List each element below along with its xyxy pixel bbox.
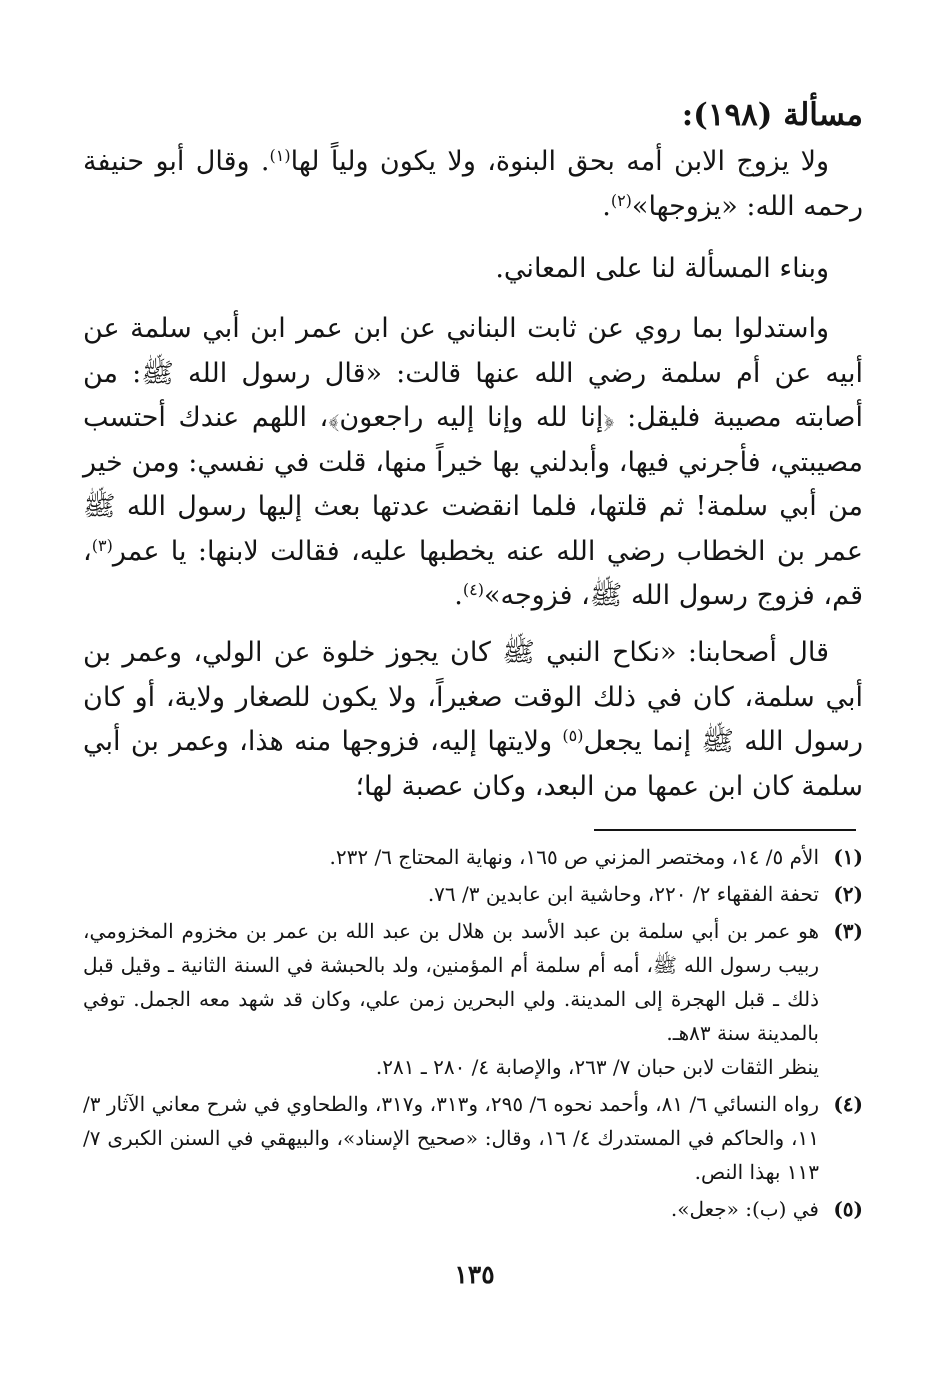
footnote-number: (٥)	[833, 1197, 863, 1221]
paragraph-2	[83, 247, 863, 292]
footnote-ref-1[interactable]: (١)	[269, 146, 291, 165]
paragraph-4-text-b: ولايتها إليه، فزوجها منه هذا، وعمر بن أبي سلمة كان ابن عمها من البعد، وكان عصبة لها؛	[83, 726, 863, 802]
paragraph-4	[83, 631, 863, 809]
issue-heading: مسألة (١٩٨):	[681, 97, 863, 133]
footnote-2	[83, 877, 863, 911]
footnotes	[83, 840, 863, 1229]
footnote-text: في (ب): «جعل».	[670, 1197, 819, 1221]
footnote-number: (٤)	[833, 1092, 863, 1116]
footnote-4	[83, 1087, 863, 1189]
footnote-text: رواه النسائي ٦/ ٨١، وأحمد نحوه ٦/ ٢٩٥، و٣١٣، و٣١٧، والطحاوي في شرح معاني الآثار ٣/ ١١، والحاكم في المستدرك ٤/ ١٦، وقال: «صحيح الإسناد»، والبيهقي في السنن الكبرى ٧/ ١١٣ بهذا النص.	[83, 1092, 819, 1184]
footnote-body	[83, 914, 819, 1084]
page-number: ١٣٥	[454, 1260, 495, 1289]
footnote-ref-2[interactable]: (٢)	[610, 190, 632, 210]
footnote-text: هو عمر بن أبي سلمة بن عبد الأسد بن هلال بن عبد الله بن عمر بن مخزوم المخزومي، ربيب رسول الله ﷺ، أمه أم سلمة أم المؤمنين، ولد بالحبشة في السنة الثانية ـ وقيل قبل ذلك ـ قبل الهجرة إلى المدينة. ولي البحرين زمن علي، وكان قد شهد معه الجمل. توفي بالمدينة سنة ٨٣هـ.	[83, 919, 819, 1045]
paragraph-1-text-c: .	[602, 190, 611, 222]
footnote-number: (٢)	[833, 882, 863, 906]
footnote-text: الأم ٥/ ١٤، ومختصر المزني ص ١٦٥، ونهاية المحتاج ٦/ ٢٣٢.	[329, 845, 819, 869]
paragraph-1-text-a: ولا يزوج الابن أمه بحق البنوة، ولا يكون ولياً لها	[290, 146, 830, 177]
footnote-reference-line: ينظر الثقات لابن حبان ٧/ ٢٦٣، والإصابة ٤/ ٢٨٠ ـ ٢٨١.	[375, 1055, 819, 1079]
footnote-text: تحفة الفقهاء ٢/ ٢٢٠، وحاشية ابن عابدين ٣/ ٧٦.	[427, 882, 819, 906]
paragraph-1-text-b: . وقال أبو حنيفة رحمه الله: «يزوجها»	[83, 146, 863, 222]
paragraph-3	[83, 307, 863, 619]
paragraph-4-text-a: قال أصحابنا: «نكاح النبي ﷺ كان يجوز خلوة عن الولي، وعمر بن أبي سلمة، كان في ذلك الوقت صغيراً، ولا يكون للصغار ولاية، أو كان رسول الله ﷺ إنما يجعل	[83, 637, 863, 757]
footnote-separator	[594, 829, 856, 831]
footnote-3	[83, 914, 863, 1084]
paragraph-2-text: وبناء المسألة لنا على المعاني.	[495, 253, 829, 284]
paragraph-3-text-a: واستدلوا بما روي عن ثابت البناني عن ابن عمر ابن أبي سلمة عن أبيه عن أم سلمة رضي الله عنها قالت: «قال رسول الله ﷺ: من أصابته مصيبة فليقل: ﴿إنا لله وإنا إليه راجعون﴾، اللهم عندك أحتسب مصيبتي، فأجرني فيها، وأبدلني بها خيراً منها، قلت في نفسي: ومن خير من أبي سلمة! ثم قلتها، فلما انقضت عدتها بعث إليها رسول الله ﷺ عمر بن الخطاب رضي الله عنه يخطبها عليه، فقالت لابنها: يا عمر	[83, 313, 863, 567]
paragraph-3-text-c: .	[454, 580, 463, 611]
footnote-number: (١)	[833, 845, 863, 869]
footnote-5	[83, 1192, 863, 1226]
paragraph-3-text-b: ، قم، فزوج رسول الله ﷺ، فزوجه»	[83, 535, 863, 611]
footnote-ref-5[interactable]: (٥)	[562, 726, 584, 745]
footnote-ref-4[interactable]: (٤)	[462, 580, 484, 599]
footnote-1	[83, 840, 863, 874]
paragraph-1	[83, 140, 863, 229]
footnote-ref-3[interactable]: (٣)	[91, 535, 113, 555]
footnote-number: (٣)	[833, 919, 863, 943]
